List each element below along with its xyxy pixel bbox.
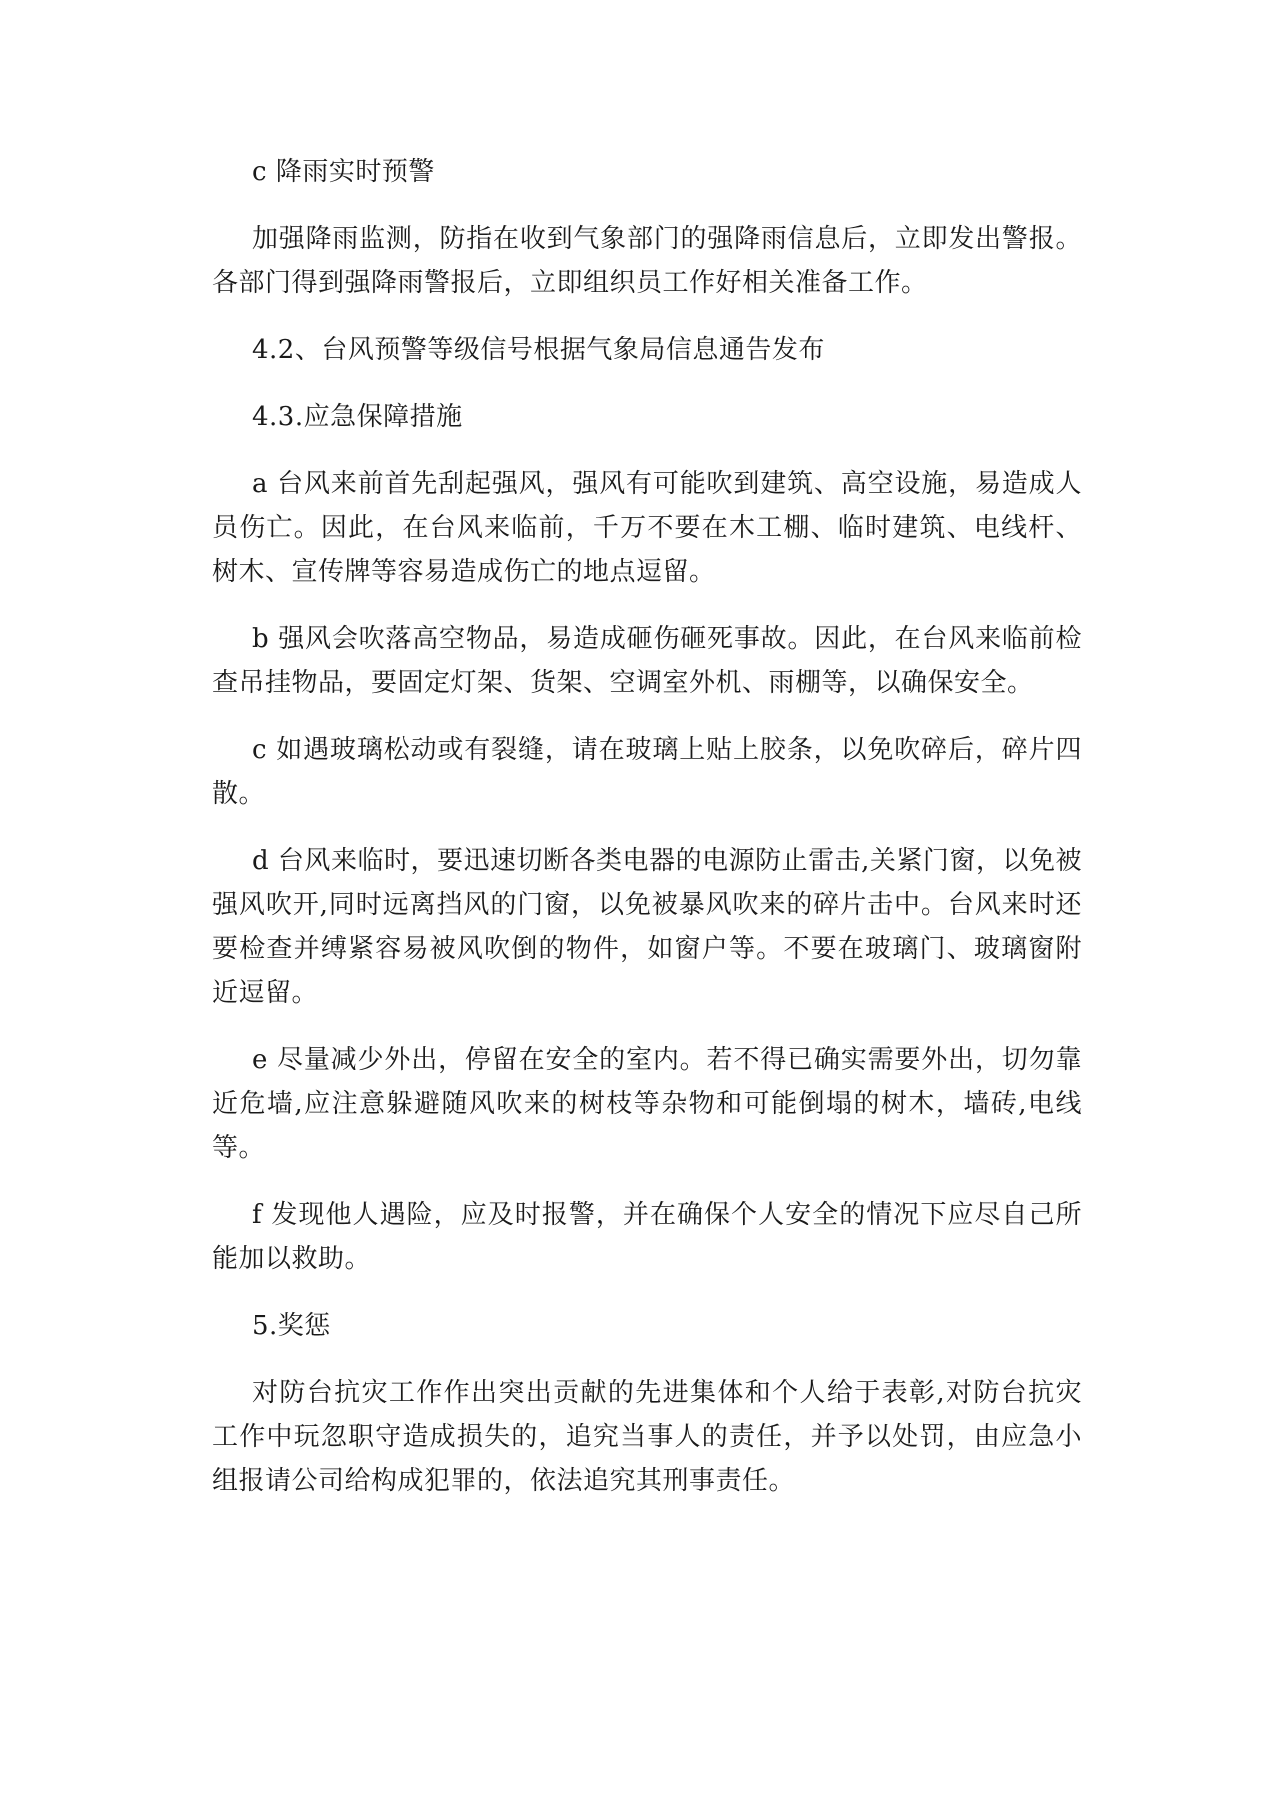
paragraph-measure-a: a 台风来前首先刮起强风，强风有可能吹到建筑、高空设施，易造成人员伤亡。因此，在台风来临前，千万不要在木工棚、临时建筑、电线杆、树木、宣传牌等容易造成伤亡的地点逗留。 bbox=[212, 469, 1082, 587]
paragraph-rewards-penalties: 对防台抗灾工作作出突出贡献的先进集体和个人给于表彰,对防台抗灾工作中玩忽职守造成损失的，追究当事人的责任，并予以处罚，由应急小组报请公司给构成犯罪的，依法追究其刑事责任。 bbox=[212, 1378, 1082, 1496]
heading-emergency-measures: 4.3.应急保障措施 bbox=[252, 402, 463, 432]
heading-rain-warning: c 降雨实时预警 bbox=[252, 157, 435, 187]
paragraph-measure-c: c 如遇玻璃松动或有裂缝，请在玻璃上贴上胶条，以免吹碎后，碎片四散。 bbox=[212, 735, 1082, 809]
heading-typhoon-signal: 4.2、台风预警等级信号根据气象局信息通告发布 bbox=[252, 335, 825, 365]
heading-rewards-penalties: 5.奖惩 bbox=[252, 1311, 331, 1341]
paragraph-measure-d: d 台风来临时，要迅速切断各类电器的电源防止雷击,关紧门窗，以免被强风吹开,同时远离挡风的门窗，以免被暴风吹来的碎片击中。台风来时还要检查并缚紧容易被风吹倒的物件，如窗户等。不要在玻璃门、玻璃窗附近逗留。 bbox=[212, 846, 1082, 1008]
paragraph-measure-e: e 尽量减少外出，停留在安全的室内。若不得已确实需要外出，切勿靠近危墙,应注意躲避随风吹来的树枝等杂物和可能倒塌的树木，墙砖,电线等。 bbox=[212, 1045, 1082, 1163]
paragraph-measure-b: b 强风会吹落高空物品，易造成砸伤砸死事故。因此，在台风来临前检查吊挂物品，要固定灯架、货架、空调室外机、雨棚等，以确保安全。 bbox=[212, 624, 1082, 698]
paragraph-measure-f: f 发现他人遇险，应及时报警，并在确保个人安全的情况下应尽自己所能加以救助。 bbox=[212, 1200, 1082, 1274]
paragraph-rain-monitoring: 加强降雨监测，防指在收到气象部门的强降雨信息后，立即发出警报。各部门得到强降雨警报后，立即组织员工作好相关准备工作。 bbox=[212, 224, 1082, 298]
document-body bbox=[212, 150, 1082, 1526]
